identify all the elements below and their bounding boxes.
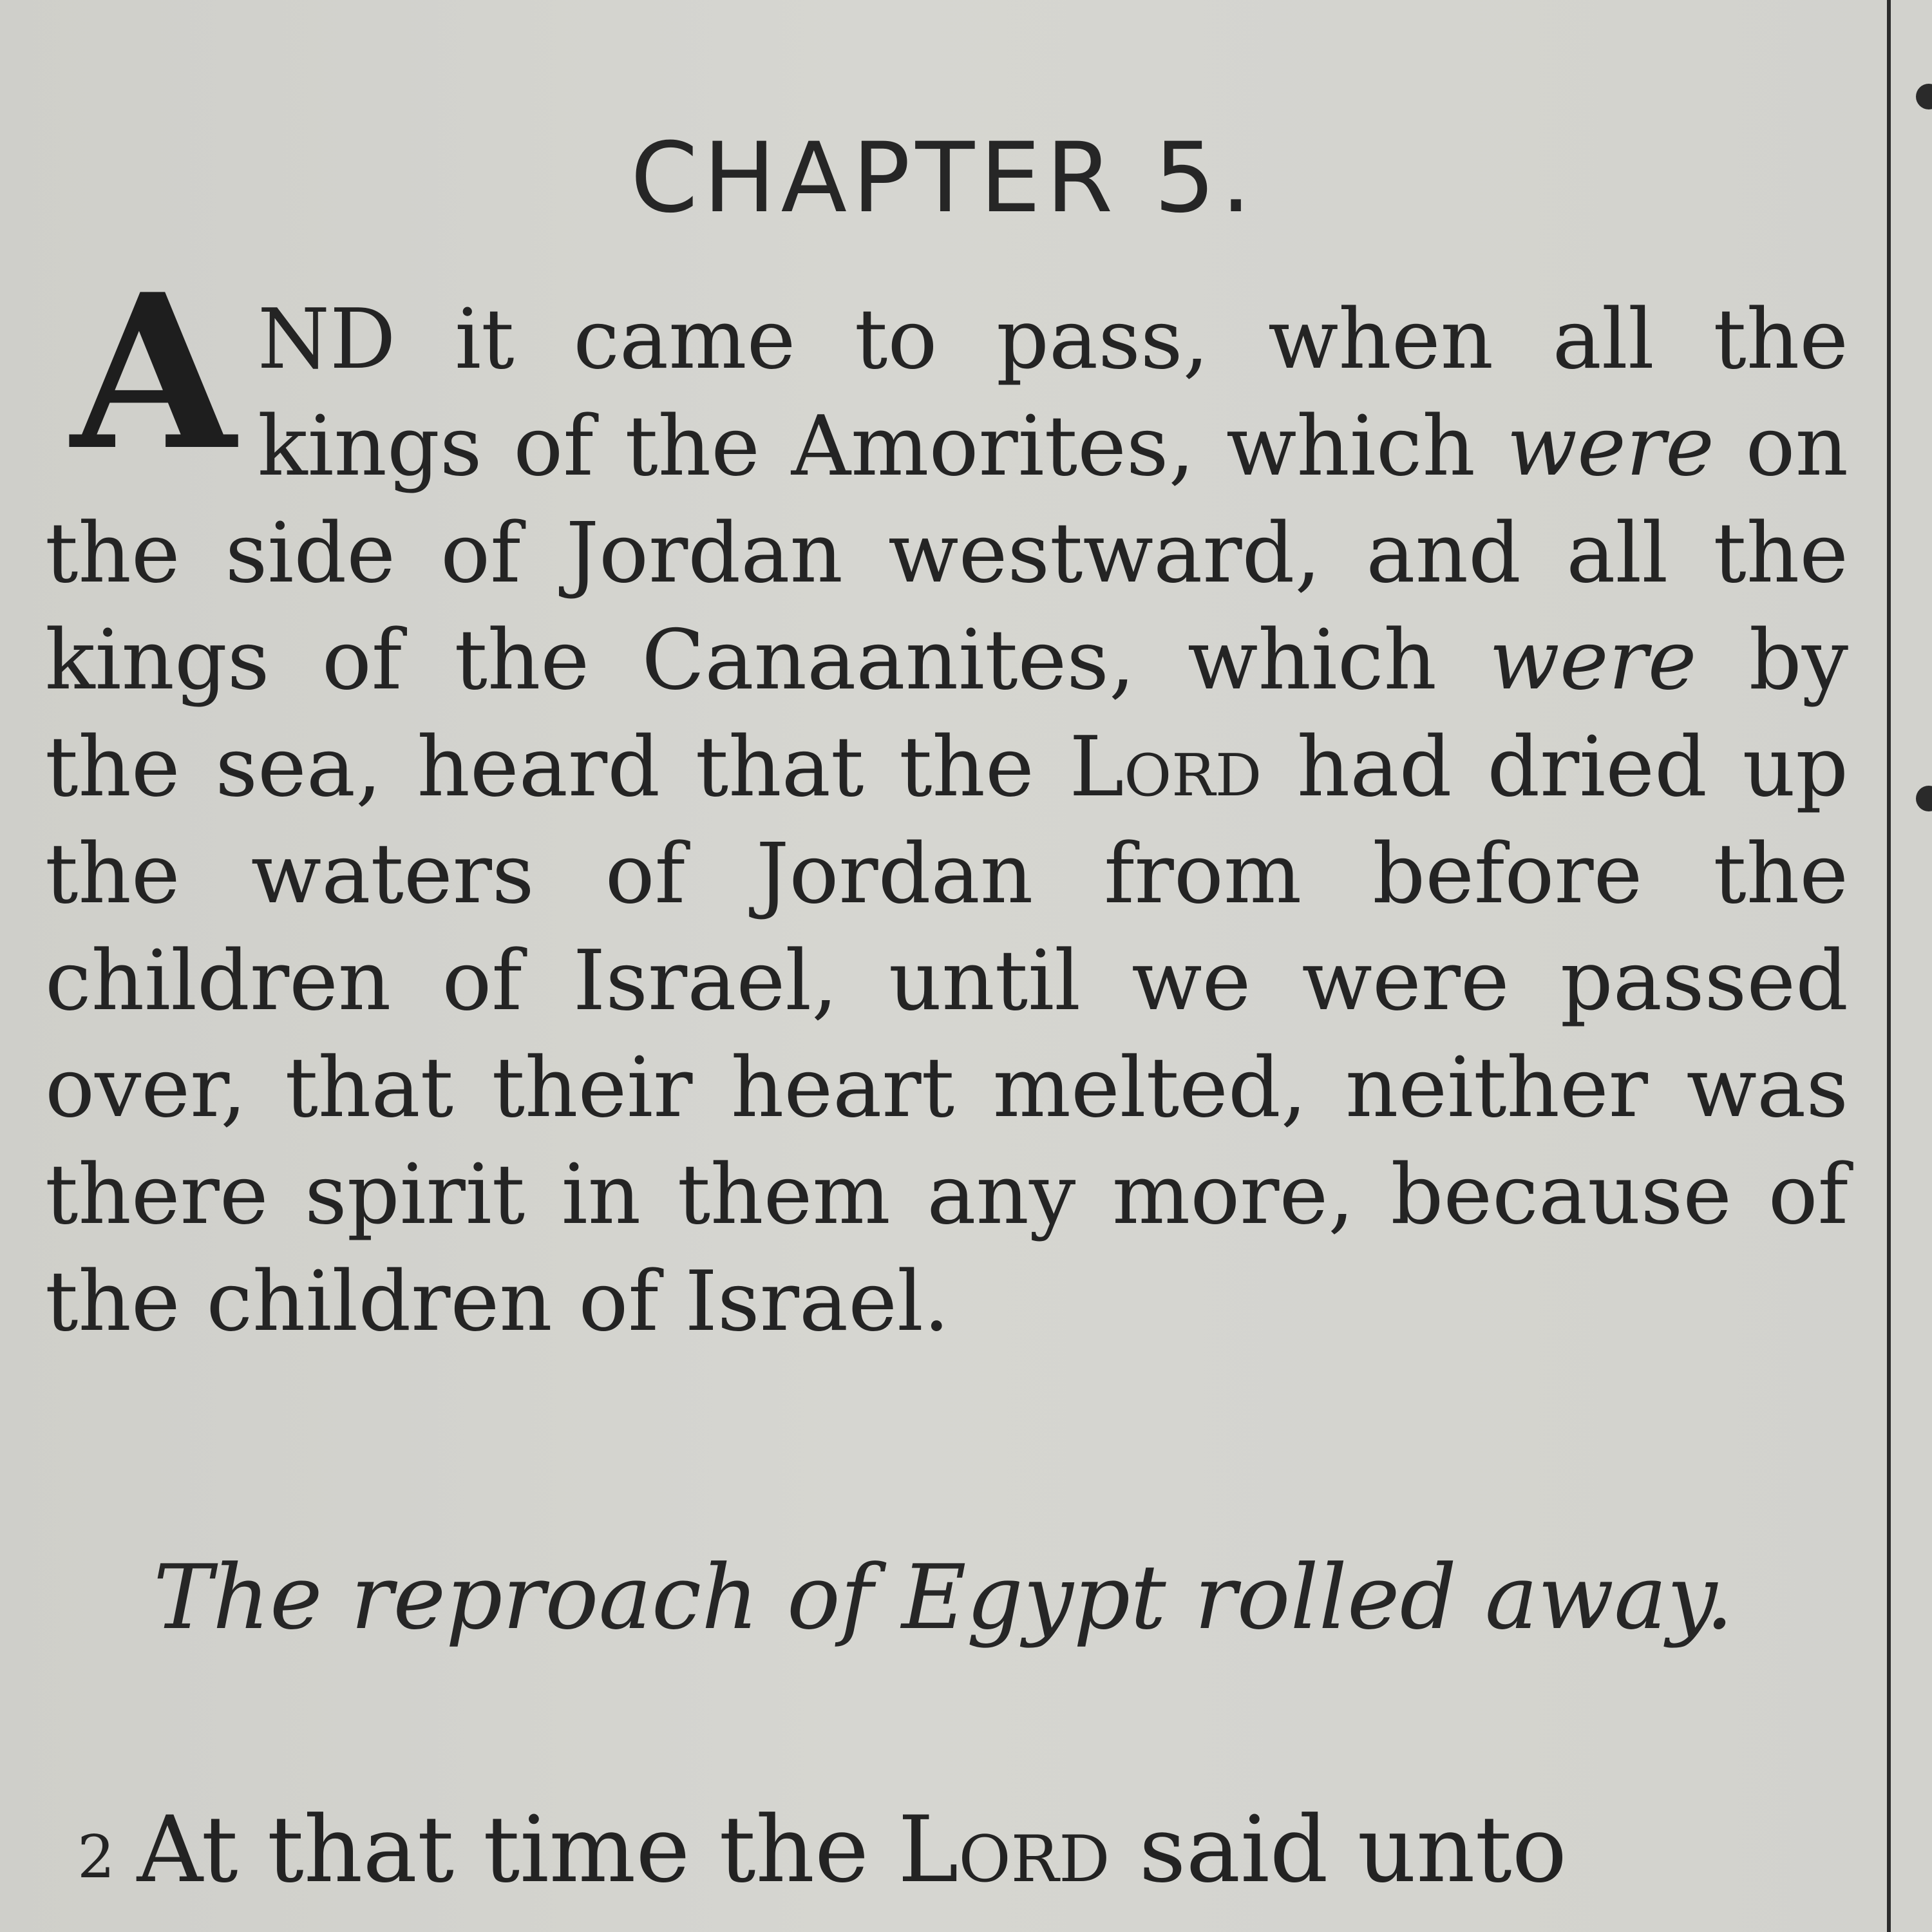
lord-smallcaps-1: Lord bbox=[1069, 719, 1262, 815]
verse-1-text-c: by the sea, heard that the bbox=[45, 612, 1849, 815]
verse-2-line bbox=[77, 1797, 1567, 1903]
italic-word-were-2: were bbox=[1489, 612, 1697, 708]
verse-1-text-d: had dried up the waters of Jordan from before the children of Israel, until we were passed over, that their heart melted, neither was there spirit in them any more, because of the children of Israel. bbox=[45, 719, 1849, 1350]
chapter-heading: CHAPTER 5. bbox=[630, 122, 1257, 234]
italic-word-were-1: were bbox=[1506, 399, 1714, 495]
edge-dot-top bbox=[1916, 84, 1932, 109]
verse-number: 2 bbox=[77, 1823, 115, 1891]
edge-dot-middle bbox=[1916, 786, 1932, 811]
lord-smallcaps-2: Lord bbox=[898, 1797, 1110, 1903]
verse-2-text-a: At that time the bbox=[137, 1797, 898, 1903]
drop-cap: A bbox=[71, 247, 236, 497]
verse-1-paragraph bbox=[45, 247, 1849, 1356]
section-heading: The reproach of Egypt rolled away. bbox=[153, 1546, 1734, 1649]
verse-2-text-b: said unto bbox=[1110, 1797, 1567, 1903]
column-rule bbox=[1887, 0, 1891, 1932]
verse-1-text-b: on the side of Jordan westward, and all the kings of the Canaanites, which bbox=[45, 399, 1849, 708]
verse-1-text-a: ND it came to pass, when all the kings of the Amorites, which bbox=[258, 292, 1848, 495]
